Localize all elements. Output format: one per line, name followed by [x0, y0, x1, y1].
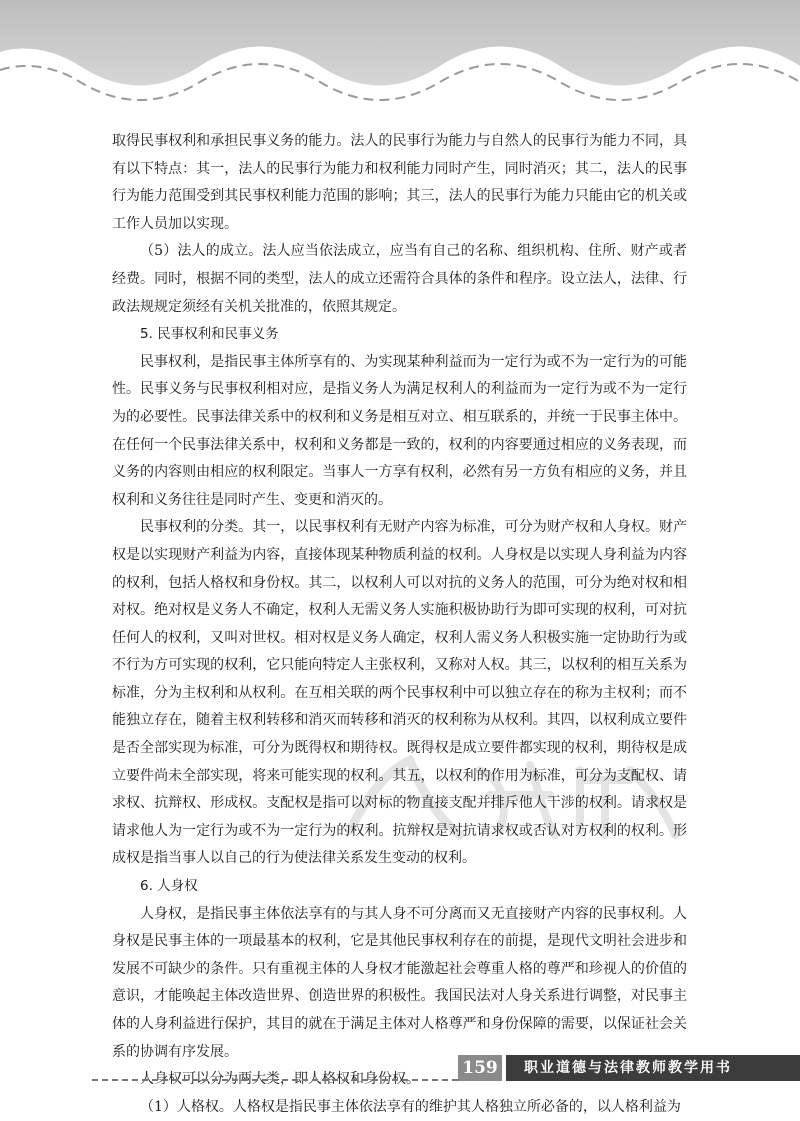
paragraph-personality-rights: （1）人格权。人格权是指民事主体依法享有的维护其人格独立所必备的，以人格利益为: [140, 1098, 681, 1115]
paragraph-personal-rights-definition: 人身权，是指民事主体依法享有的与其人身不可分离而又无直接财产内容的民事权利。人身权是民事主体的一项最基本的权利，它是其他民事权利存在的前提，是现代文明社会进步和发展不可缺少的条件。只有重视主体的人身权才能激起社会尊重人格的尊严和珍视人的价值的意识，才能唤起主体改造世界、创造世界的积极性。我国民法对人身关系进行调整，对民事主体的人身利益进行保护，其目的就在于满足主体对人格尊严和身份保障的需要，以保证社会关系的协调有序发展。: [112, 905, 687, 1060]
paragraph-legal-person-establishment: （5）法人的成立。法人应当依法成立，应当有自己的名称、组织机构、住所、财产或者经费。同时，根据不同的类型，法人的成立还需符合具体的条件和程序。设立法人，法律、行政法规规定须经有关机关批准的，依照其规定。: [112, 243, 687, 315]
body-text: [112, 128, 687, 1121]
page-number: 159: [458, 1055, 502, 1081]
book-title: 职业道德与法律教师教学用书: [506, 1055, 800, 1081]
section-heading-civil-rights-duties: 5. 民事权利和民事义务: [140, 326, 279, 343]
footer-dashed-line: [92, 1079, 458, 1081]
paragraph-personal-rights-categories: 人身权可以分为两大类，即人格权和身份权。: [140, 1071, 420, 1088]
section-heading-personal-rights: 6. 人身权: [140, 878, 198, 895]
paragraph-civil-rights-definition: 民事权利，是指民事主体所享有的、为实现某种利益而为一定行为或不为一定行为的可能性。民事义务与民事权利相对应，是指义务人为满足权利人的利益而为一定行为或不为一定行为的必要性。民事法律关系中的权利和义务是相互对立、相互联系的，并统一于民事主体中。在任何一个民事法律关系中，权利和义务都是一致的，权利的内容要通过相应的义务表现，而义务的内容则由相应的权利限定。当事人一方享有权利，必然有另一方负有相应的义务，并且权利和义务往往是同时产生、变更和消灭的。: [112, 353, 687, 508]
paragraph-civil-rights-classification: 民事权利的分类。其一，以民事权利有无财产内容为标准，可分为财产权和人身权。财产权是以实现财产利益为内容，直接体现某种物质利益的权利。人身权是以实现人身利益为内容的权利，包括人格权和身份权。其二，以权利人可以对抗的义务人的范围，可分为绝对权和相对权。绝对权是义务人不确定，权利人无需义务人实施积极协助行为即可实现的权利，可对抗任何人的权利，又叫对世权。相对权是义务人确定，权利人需义务人积极实施一定协助行为或不行为方可实现的权利，它只能向特定人主张权利，又称对人权。其三，以权利的相互关系为标准，分为主权利和从权利。在互相关联的两个民事权利中可以独立存在的称为主权利；而不能独立存在，随着主权利转移和消灭而转移和消灭的权利称为从权利。其四，以权利成立要件是否全部实现为标准，可分为既得权和期待权。既得权是成立要件都实现的权利，期待权是成立要件尚未全部实现，将来可能实现的权利。其五，以权利的作用为标准，可分为支配权、请求权、抗辩权、形成权。支配权是指可以对标的物直接支配并排斥他人干涉的权利。请求权是请求他人为一定行为或不为一定行为的权利。抗辩权是对抗请求权或否认对方权利的权利。形成权是指当事人以自己的行为使法律关系发生变动的权利。: [112, 519, 687, 867]
header-wave-band: [0, 0, 800, 125]
paragraph-legal-capacity-continued: 取得民事权利和承担民事义务的能力。法人的民事行为能力与自然人的民事行为能力不同，具有以下特点：其一，法人的民事行为能力和权利能力同时产生，同时消灭；其二，法人的民事行为能力范围受到其民事权利能力范围的影响；其三，法人的民事行为能力只能由它的机关或工作人员加以实现。: [112, 133, 687, 232]
